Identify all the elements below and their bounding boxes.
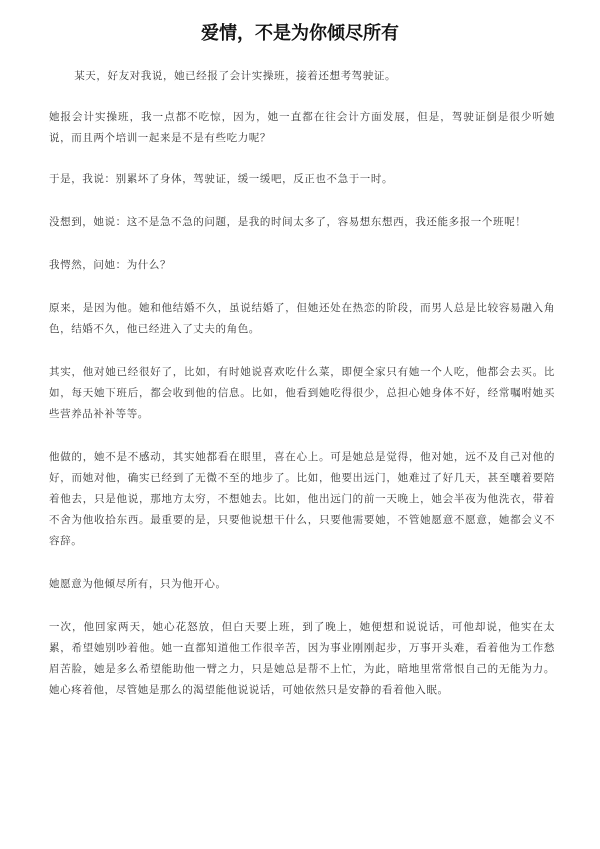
paragraph-3: 于是，我说：别累坏了身体，驾驶证，缓一缓吧，反正也不急于一时。 (49, 173, 394, 185)
document-title: 爱情，不是为你倾尽所有 (201, 23, 399, 44)
paragraph-5: 我愕然，问她：为什么？ (49, 259, 172, 271)
paragraph-2: 她报会计实操班，我一点都不吃惊，因为，她一直都在往会计方面发展，但是，驾驶证倒是很少听她说，而且两个培训一起来是不是有些吃力呢？ (49, 111, 555, 144)
paragraph-7: 其实，他对她已经很好了，比如，有时她说喜欢吃什么菜，即便全家只有她一个人吃，他都会去买。比如，每天她下班后，都会收到他的信息。比如，他看到她吃得很少，总担心她身体不好，经常嘱咐她买些营养品补补等等。 (49, 366, 555, 420)
document-body (49, 66, 555, 701)
paragraph-9: 她愿意为他倾尽所有，只为他开心。 (49, 578, 227, 590)
paragraph-8: 他做的，她不是不感动，其实她都看在眼里，喜在心上。可是她总是觉得，他对她，远不及自己对他的好，而她对他，确实已经到了无微不至的地步了。比如，他要出远门，她难过了好几天，甚至嚷着要陪着他去，只是他说，那地方太穷，不想她去。比如，他出远门的前一天晚上，她会半夜为他洗衣，带着不舍为他收拾东西。最重要的是，只要他说想干什么，只要他需要她，不管她愿意不愿意，她都会义不容辞。 (49, 451, 555, 547)
paragraph-6: 原来，是因为他。她和他结婚不久，虽说结婚了，但她还处在热恋的阶段，而男人总是比较容易融入角色，结婚不久，他已经进入了丈夫的角色。 (49, 302, 555, 335)
paragraph-4: 没想到，她说：这不是急不急的问题，是我的时间太多了，容易想东想西，我还能多报一个班呢！ (49, 216, 527, 228)
paragraph-1: 某天，好友对我说，她已经报了会计实操班，接着还想考驾驶证。 (74, 70, 397, 82)
paragraph-10: 一次，他回家两天，她心花怒放，但白天要上班，到了晚上，她便想和说说话，可他却说，他实在太累，希望她别吵着他。她一直都知道他工作很辛苦，因为事业刚刚起步，万事开头难，看着他为工作愁眉苦脸，她是多么希望能助他一臂之力，只是她总是帮不上忙，为此，暗地里常常恨自己的无能为力。她心疼着他，尽管她是那么的渴望能他说说话，可她依然只是安静的看着他入眠。 (49, 621, 555, 696)
